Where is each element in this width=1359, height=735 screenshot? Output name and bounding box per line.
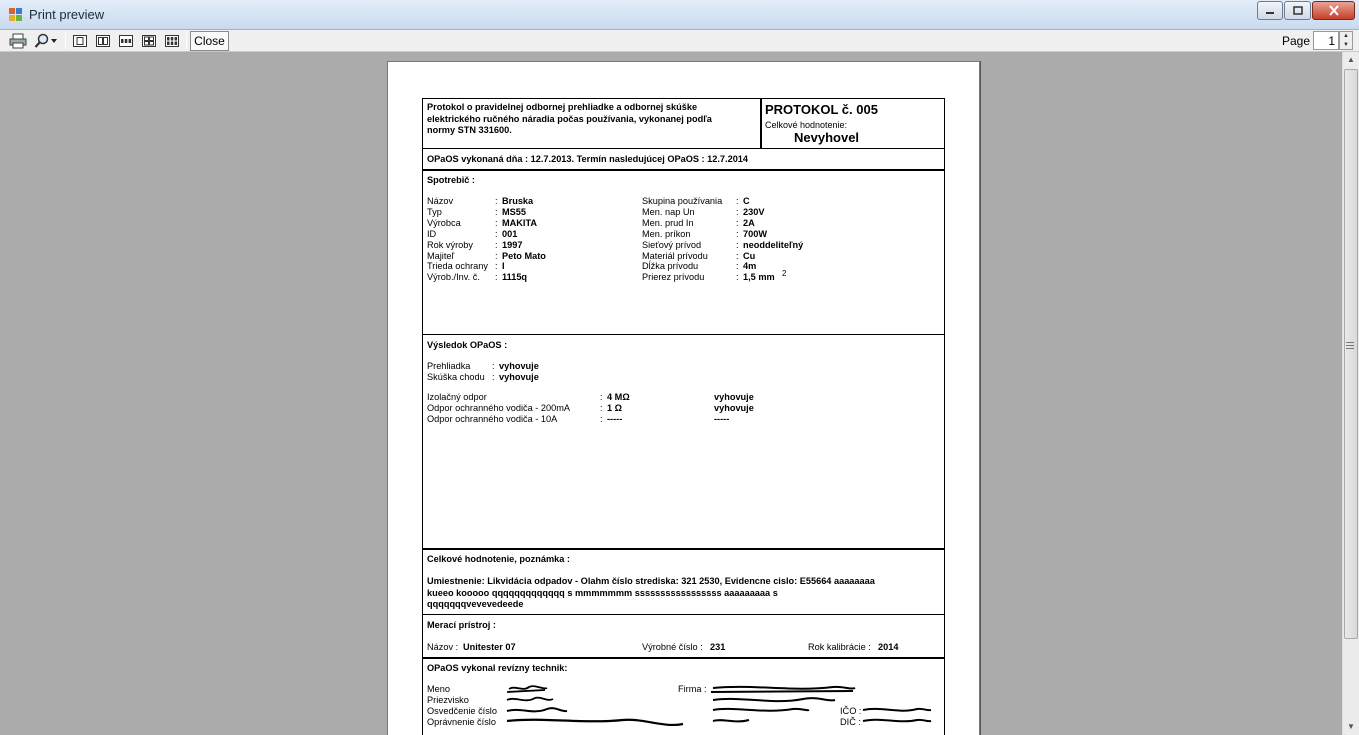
appliance-field-label: Typ (427, 206, 442, 217)
technician-surname-label: Priezvisko (427, 695, 469, 705)
unit-superscript: 2 (782, 269, 787, 279)
one-page-button[interactable] (71, 32, 89, 50)
run-test-label: Skúška chodu (427, 371, 485, 382)
scroll-thumb[interactable] (1344, 69, 1358, 639)
appliance-field-colon: : (736, 250, 739, 261)
protocol-header-text (427, 102, 712, 137)
run-test-value: vyhovuje (499, 371, 539, 382)
spin-up-icon[interactable]: ▲ (1343, 33, 1349, 39)
calibration-value: 2014 (878, 641, 899, 652)
measurement-value: 1 Ω (607, 402, 623, 413)
measurement-value: 4 MΩ (607, 391, 630, 402)
instrument-name-value: Unitester 07 (463, 641, 516, 652)
calibration-label: Rok kalibrácie : (808, 641, 871, 652)
appliance-field-colon: : (736, 228, 739, 239)
preview-toolbar (0, 30, 1359, 52)
redaction-scribbles (503, 678, 943, 735)
toolbar-separator (65, 33, 66, 49)
print-button[interactable] (8, 32, 28, 50)
page-number-input[interactable] (1313, 31, 1339, 50)
dates-line: OPaOS vykonaná dňa : 12.7.2013. Termín nasledujúcej OPaOS : 12.7.2014 (427, 153, 749, 164)
appliance-field-value: 4m (743, 261, 757, 272)
appliance-field-label: ID (427, 228, 437, 239)
run-test-colon: : (492, 371, 495, 382)
appliance-field-colon: : (736, 272, 739, 283)
appliance-field-value: 700W (743, 228, 768, 239)
serial-label: Výrobné číslo : (642, 641, 703, 652)
instrument-section (422, 614, 945, 659)
two-pages-button[interactable] (94, 32, 112, 50)
four-pages-button[interactable] (140, 32, 158, 50)
dates-section (422, 148, 945, 171)
maximize-icon (1293, 6, 1303, 15)
appliance-field-label: Men. príkon (642, 228, 691, 239)
close-icon (1328, 5, 1340, 16)
measurement-result: vyhovuje (714, 402, 754, 413)
appliance-field-colon: : (495, 250, 498, 261)
one-page-icon (73, 35, 87, 47)
appliance-field-value: 1997 (502, 239, 523, 250)
header-line: normy STN 331600. (427, 125, 512, 135)
appliance-field-label: Skupina používania (642, 196, 723, 206)
appliance-field-colon: : (495, 196, 498, 206)
protocol-number: PROTOKOL č. 005 (765, 102, 878, 117)
notes-line: qqqqqqqvevevedeede (427, 599, 524, 609)
three-pages-button[interactable] (117, 32, 135, 50)
window-title: Print preview (29, 7, 105, 22)
appliance-field-label: Trieda ochrany (427, 261, 488, 272)
notes-line: kueeo kooooo qqqqqqqqqqqqq s mmmmmmm sssssssssssssssss aaaaaaaaa s (427, 587, 778, 598)
minimize-icon (1265, 7, 1275, 15)
appliance-field-colon: : (736, 261, 739, 272)
appliance-field-label: Sieťový prívod (642, 239, 702, 250)
measurement-result: ----- (714, 413, 730, 424)
measurement-label: Izolačný odpor (427, 391, 487, 402)
close-button[interactable]: Close (190, 31, 229, 51)
appliance-title: Spotrebič : (427, 175, 475, 185)
scroll-up-icon[interactable]: ▲ (1347, 55, 1355, 64)
three-pages-icon (119, 35, 133, 47)
scroll-down-icon[interactable]: ▼ (1347, 722, 1355, 731)
dic-label: DIČ : (840, 717, 861, 727)
authorization-number-label: Oprávnenie číslo (427, 717, 496, 727)
title-bar (0, 0, 1359, 30)
appliance-field-colon: : (736, 239, 739, 250)
appliance-field-value: Bruska (502, 196, 534, 206)
technician-title: OPaOS vykonal revízny technik: (427, 663, 568, 673)
six-pages-button[interactable] (163, 32, 181, 50)
appliance-field-value: Peto Mato (502, 250, 546, 261)
appliance-field-label: Rok výroby (427, 239, 473, 250)
instrument-title: Merací prístroj : (427, 619, 496, 630)
two-pages-icon (96, 35, 110, 47)
magnifier-icon (34, 33, 50, 49)
appliance-field-label: Výrob./Inv. č. (427, 272, 480, 283)
window-close-button[interactable] (1312, 1, 1355, 20)
measurement-value: ----- (607, 413, 623, 424)
dropdown-arrow-icon (50, 38, 58, 44)
maximize-button[interactable] (1284, 1, 1311, 20)
appliance-field-colon: : (495, 239, 498, 250)
page-label: Page (1282, 34, 1311, 48)
serial-value: 231 (710, 641, 726, 652)
header-line: Protokol o pravidelnej odbornej prehliadke a odbornej skúške (427, 102, 698, 112)
company-label: Firma : (678, 684, 707, 694)
preview-page (387, 61, 980, 735)
measurement-label: Odpor ochranného vodiča - 200mA (427, 402, 571, 413)
technician-name-label: Meno (427, 684, 450, 694)
appliance-field-colon: : (495, 228, 498, 239)
overall-label: Celkové hodnotenie: (765, 120, 848, 130)
ico-label: IČO : (840, 706, 862, 716)
appliance-field-value: 2A (743, 217, 755, 228)
appliance-field-label: Materiál prívodu (642, 250, 708, 261)
vertical-scrollbar[interactable] (1342, 52, 1359, 735)
result-title: Výsledok OPaOS : (427, 339, 508, 350)
certificate-number-label: Osvedčenie číslo (427, 706, 497, 716)
appliance-field-label: Prierez prívodu (642, 272, 705, 283)
appliance-field-label: Men. nap Un (642, 206, 695, 217)
overall-value: Nevyhovel (794, 130, 860, 145)
notes-section (422, 548, 945, 615)
appliance-field-value: Cu (743, 250, 756, 261)
appliance-field-label: Majiteľ (427, 250, 455, 261)
inspection-value: vyhovuje (499, 360, 539, 371)
protocol-document (422, 98, 945, 735)
measurement-colon: : (600, 391, 603, 402)
appliance-field-label: Názov (427, 196, 454, 206)
appliance-field-value: MS55 (502, 206, 527, 217)
appliance-section (422, 169, 945, 335)
appliance-field-value: I (502, 261, 505, 272)
print-preview-app-icon (9, 8, 23, 21)
appliance-field-label: Dĺžka prívodu (642, 261, 699, 272)
measurement-result: vyhovuje (714, 391, 754, 402)
technician-section (422, 657, 945, 735)
measurement-label: Odpor ochranného vodiča - 10A (427, 413, 558, 424)
appliance-field-value: 001 (502, 228, 518, 239)
appliance-field-colon: : (495, 217, 498, 228)
appliance-field-value: C (743, 196, 750, 206)
spin-down-icon[interactable]: ▼ (1343, 42, 1349, 48)
notes-text (427, 576, 875, 611)
toolbar-separator (186, 33, 187, 49)
inspection-colon: : (492, 360, 495, 371)
measurement-colon: : (600, 413, 603, 424)
minimize-button[interactable] (1257, 1, 1283, 20)
printer-icon (9, 33, 27, 49)
appliance-field-colon: : (495, 261, 498, 272)
six-pages-icon (165, 35, 179, 47)
inspection-label: Prehliadka (427, 360, 471, 371)
result-section (422, 334, 945, 550)
appliance-field-value: 1115q (502, 272, 528, 283)
appliance-field-colon: : (495, 206, 498, 217)
appliance-field-value: MAKITA (502, 217, 538, 228)
appliance-field-label: Men. prud In (642, 217, 694, 228)
appliance-field-colon: : (736, 217, 739, 228)
appliance-field-value: neoddeliteľný (743, 239, 804, 250)
zoom-dropdown-button[interactable] (31, 32, 61, 50)
appliance-field-colon: : (736, 196, 739, 206)
appliance-field-value: 230V (743, 206, 765, 217)
header-divider (760, 98, 762, 149)
instrument-name-label: Názov : (427, 641, 459, 652)
notes-title: Celkové hodnotenie, poznámka : (427, 554, 570, 564)
four-pages-icon (142, 35, 156, 47)
notes-line: Umiestnenie: Likvidácia odpadov - Olahm číslo strediska: 321 2530, Evidencne cislo: E55664 aaaaaaaa (427, 576, 875, 586)
scroll-grip-icon (1346, 342, 1354, 349)
appliance-field-colon: : (495, 272, 498, 283)
protocol-header (422, 98, 945, 149)
appliance-field-value: 1,5 mm (743, 272, 775, 283)
header-line: elektrického ručného náradia počas používania, vykonanej podľa (427, 113, 712, 124)
appliance-field-label: Výrobca (427, 217, 461, 228)
measurement-colon: : (600, 402, 603, 413)
appliance-field-colon: : (736, 206, 739, 217)
page-spinner[interactable] (1339, 31, 1353, 50)
